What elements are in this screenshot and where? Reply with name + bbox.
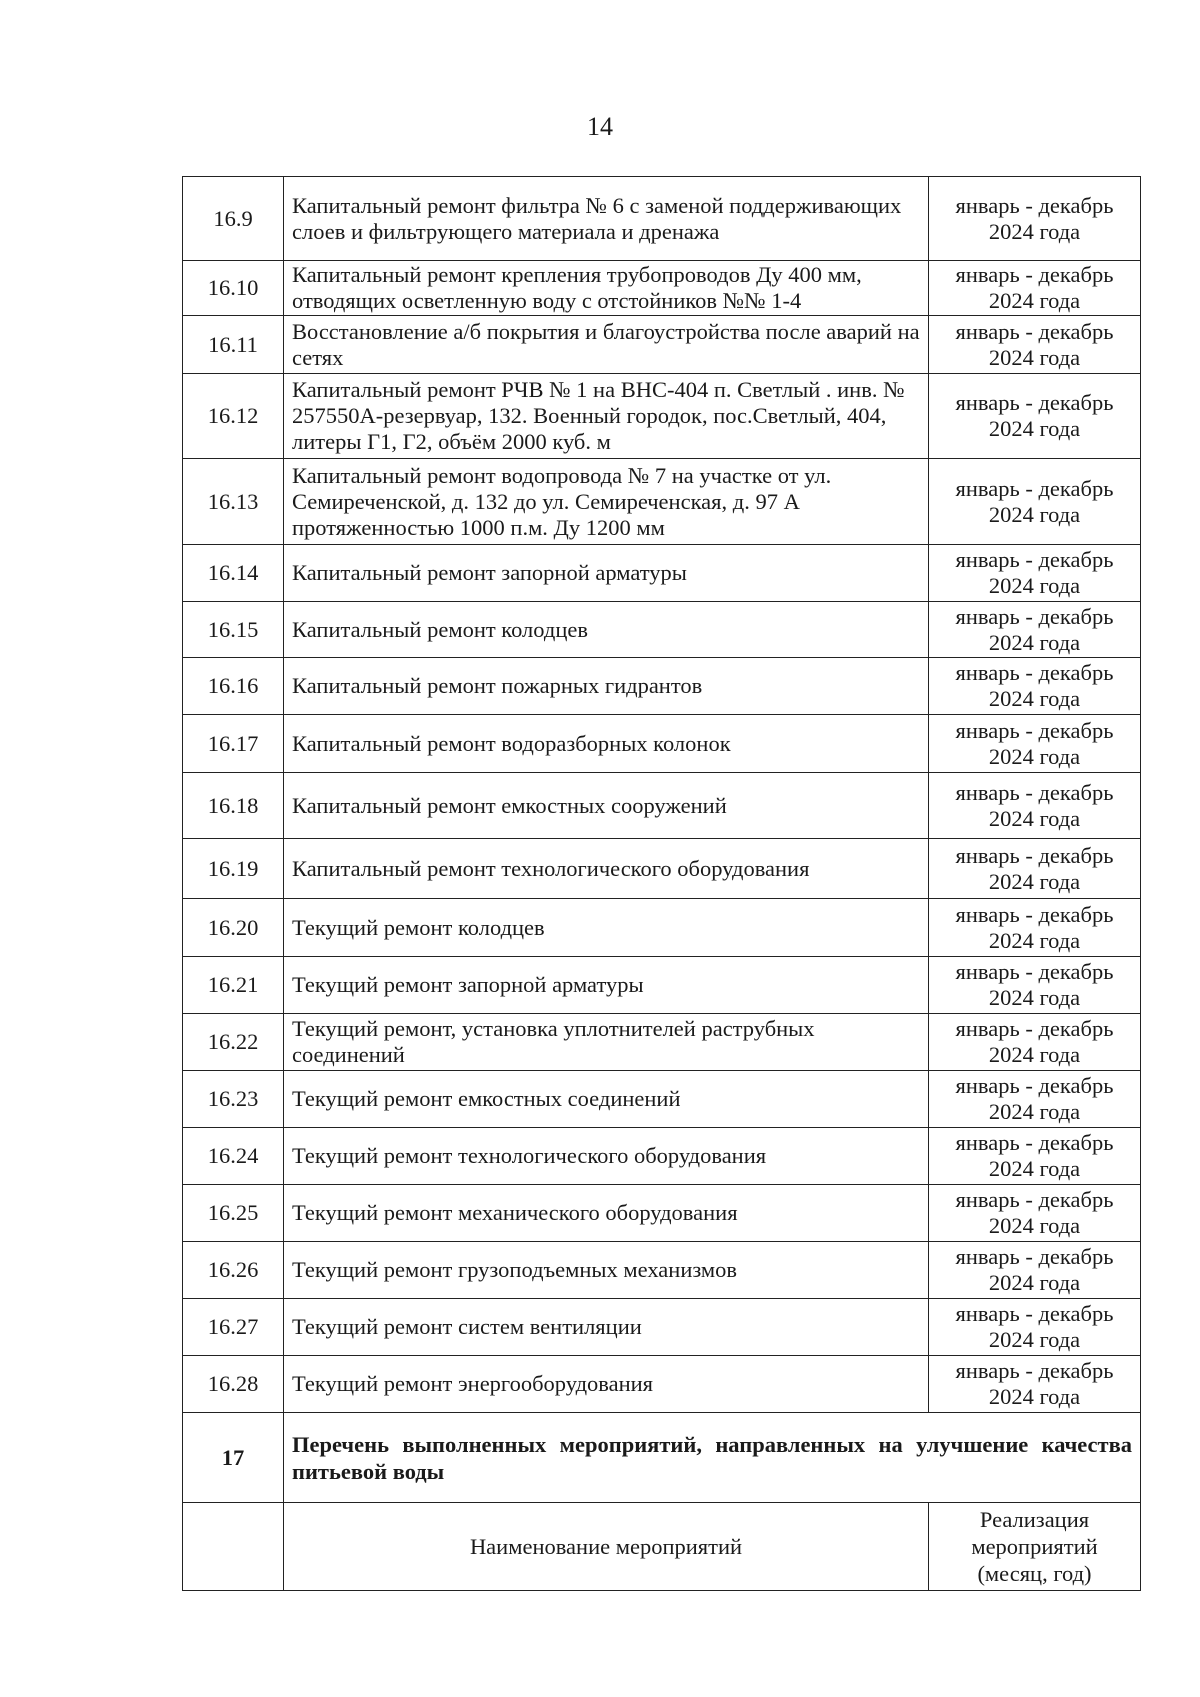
row-description: Капитальный ремонт технологического оборудования: [284, 839, 929, 899]
row-description: Текущий ремонт, установка уплотнителей раструбных соединений: [284, 1014, 929, 1071]
row-description: Текущий ремонт механического оборудования: [284, 1185, 929, 1242]
row-period: январь - декабрь 2024 года: [929, 1128, 1141, 1185]
row-period: январь - декабрь 2024 года: [929, 658, 1141, 715]
row-number: 16.25: [183, 1185, 284, 1242]
row-description: Восстановление а/б покрытия и благоустройства после аварий на сетях: [284, 316, 929, 374]
row-number: 16.27: [183, 1299, 284, 1356]
row-description: Капитальный ремонт пожарных гидрантов: [284, 658, 929, 715]
row-period: январь - декабрь 2024 года: [929, 1071, 1141, 1128]
row-description: Капитальный ремонт запорной арматуры: [284, 545, 929, 602]
table-row: [183, 1356, 1141, 1413]
table-row: [183, 957, 1141, 1014]
row-description: Капитальный ремонт водоразборных колонок: [284, 715, 929, 773]
row-number: 16.23: [183, 1071, 284, 1128]
table-body: [183, 177, 1141, 1591]
row-period: январь - декабрь 2024 года: [929, 839, 1141, 899]
table-row: [183, 1128, 1141, 1185]
page-number: 14: [587, 112, 613, 141]
row-period: январь - декабрь 2024 года: [929, 261, 1141, 316]
row-period: январь - декабрь 2024 года: [929, 1242, 1141, 1299]
table-row: [183, 545, 1141, 602]
section-row: [183, 1413, 1141, 1503]
table-row: [183, 1014, 1141, 1071]
section-number: 17: [183, 1413, 284, 1503]
row-description: Текущий ремонт емкостных соединений: [284, 1071, 929, 1128]
row-period: январь - декабрь 2024 года: [929, 1299, 1141, 1356]
measures-table: [182, 176, 1141, 1591]
row-number: 16.13: [183, 459, 284, 545]
table-row: [183, 602, 1141, 658]
row-description: Капитальный ремонт емкостных сооружений: [284, 773, 929, 839]
row-number: 16.15: [183, 602, 284, 658]
row-period: январь - декабрь 2024 года: [929, 1185, 1141, 1242]
header-name: Наименование мероприятий: [284, 1503, 929, 1591]
row-description: Текущий ремонт энергооборудования: [284, 1356, 929, 1413]
table-row: [183, 1242, 1141, 1299]
row-number: 16.11: [183, 316, 284, 374]
row-description: Капитальный ремонт колодцев: [284, 602, 929, 658]
row-period: январь - декабрь 2024 года: [929, 374, 1141, 459]
table-row: [183, 899, 1141, 957]
row-period: январь - декабрь 2024 года: [929, 316, 1141, 374]
table-row: [183, 177, 1141, 261]
table-row: [183, 715, 1141, 773]
row-period: январь - декабрь 2024 года: [929, 459, 1141, 545]
table-row: [183, 658, 1141, 715]
row-number: 16.21: [183, 957, 284, 1014]
row-description: Текущий ремонт запорной арматуры: [284, 957, 929, 1014]
row-number: 16.14: [183, 545, 284, 602]
row-period: январь - декабрь 2024 года: [929, 715, 1141, 773]
row-period: январь - декабрь 2024 года: [929, 899, 1141, 957]
row-number: 16.24: [183, 1128, 284, 1185]
header-period: Реализация мероприятий (месяц, год): [929, 1503, 1141, 1591]
column-header-row: [183, 1503, 1141, 1591]
row-period: январь - декабрь 2024 года: [929, 177, 1141, 261]
row-description: Капитальный ремонт водопровода № 7 на участке от ул. Семиреченской, д. 132 до ул. Семиреченская, д. 97 А протяженностью 1000 п.м. Ду 1200 мм: [284, 459, 929, 545]
row-period: январь - декабрь 2024 года: [929, 1014, 1141, 1071]
row-description: Текущий ремонт грузоподъемных механизмов: [284, 1242, 929, 1299]
row-number: 16.17: [183, 715, 284, 773]
row-number: 16.9: [183, 177, 284, 261]
row-number: 16.26: [183, 1242, 284, 1299]
row-period: январь - декабрь 2024 года: [929, 1356, 1141, 1413]
row-number: 16.28: [183, 1356, 284, 1413]
table-row: [183, 1071, 1141, 1128]
row-period: январь - декабрь 2024 года: [929, 957, 1141, 1014]
row-number: 16.10: [183, 261, 284, 316]
row-number: 16.16: [183, 658, 284, 715]
row-description: Текущий ремонт колодцев: [284, 899, 929, 957]
row-period: январь - декабрь 2024 года: [929, 773, 1141, 839]
table-row: [183, 773, 1141, 839]
row-description: Текущий ремонт систем вентиляции: [284, 1299, 929, 1356]
table-row: [183, 316, 1141, 374]
table-row: [183, 839, 1141, 899]
row-description: Текущий ремонт технологического оборудования: [284, 1128, 929, 1185]
row-description: Капитальный ремонт крепления трубопроводов Ду 400 мм, отводящих осветленную воду с отстойников №№ 1-4: [284, 261, 929, 316]
table-row: [183, 261, 1141, 316]
table-row: [183, 1299, 1141, 1356]
table-row: [183, 459, 1141, 545]
row-number: 16.12: [183, 374, 284, 459]
row-number: 16.22: [183, 1014, 284, 1071]
header-number-cell: [183, 1503, 284, 1591]
table-row: [183, 374, 1141, 459]
row-description: Капитальный ремонт РЧВ № 1 на ВНС-404 п. Светлый . инв. № 257550А-резервуар, 132. Военный городок, пос.Светлый, 404, литеры Г1, Г2, объём 2000 куб. м: [284, 374, 929, 459]
row-period: январь - декабрь 2024 года: [929, 602, 1141, 658]
section-title: Перечень выполненных мероприятий, направленных на улучшение качества питьевой воды: [284, 1413, 1141, 1503]
row-description: Капитальный ремонт фильтра № 6 с заменой поддерживающих слоев и фильтрующего материала и дренажа: [284, 177, 929, 261]
row-period: январь - декабрь 2024 года: [929, 545, 1141, 602]
row-number: 16.18: [183, 773, 284, 839]
row-number: 16.19: [183, 839, 284, 899]
row-number: 16.20: [183, 899, 284, 957]
table-row: [183, 1185, 1141, 1242]
